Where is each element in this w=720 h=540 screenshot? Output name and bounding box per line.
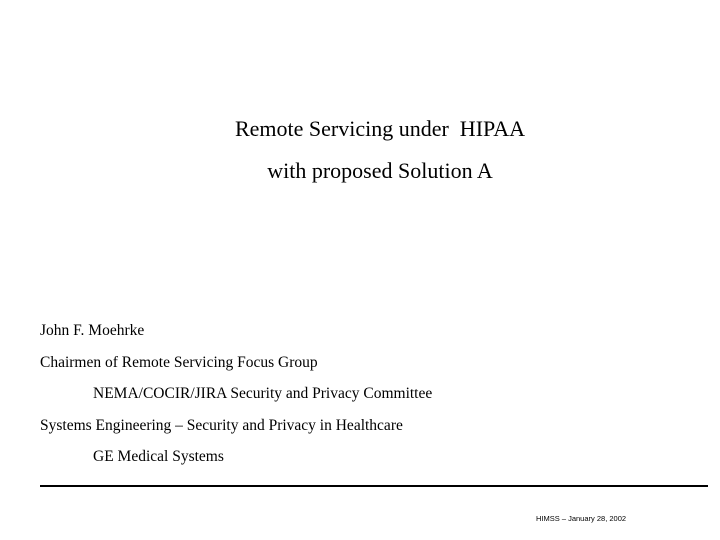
author-committee: NEMA/COCIR/JIRA Security and Privacy Committee xyxy=(93,385,433,402)
title-line-2: with proposed Solution A xyxy=(267,158,493,183)
author-company: GE Medical Systems xyxy=(93,448,224,465)
author-name: John F. Moehrke xyxy=(40,322,145,339)
footer-text: HIMSS – January 28, 2002 xyxy=(536,514,627,523)
footer-divider xyxy=(40,485,708,487)
author-department: Systems Engineering – Security and Privacy in Healthcare xyxy=(40,416,403,434)
slide-title xyxy=(0,108,720,192)
author-role: Chairmen of Remote Servicing Focus Group xyxy=(40,353,318,371)
author-info xyxy=(40,315,432,473)
title-line-1: Remote Servicing under HIPAA xyxy=(234,116,526,141)
